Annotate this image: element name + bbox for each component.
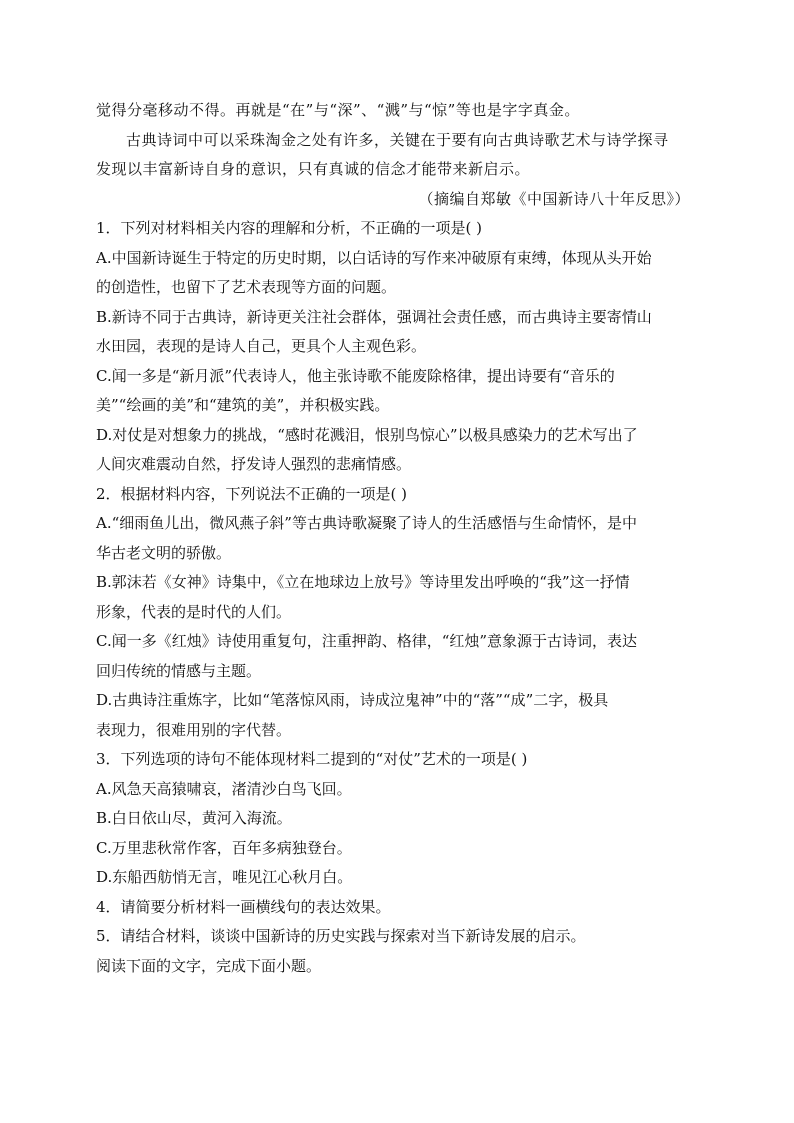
option-b: B.郭沫若《女神》诗集中，《立在地球边上放号》等诗里发出呼唤的“我”这一抒情: [96, 573, 630, 591]
question-stem: 3．下列选项的诗句不能体现材料二提到的“对仗”艺术的一项是( ): [96, 750, 528, 768]
option-a: A.风急天高猿啸哀，渚清沙白鸟飞回。: [96, 779, 352, 798]
option-c-cont: 美”“绘画的美”和“建筑的美”，并积极实践。: [96, 396, 390, 414]
question-4: [96, 893, 698, 923]
next-reading-instruction: 阅读下面的文字，完成下面小题。: [96, 956, 322, 975]
option-b: B.白日依山尽，黄河入海流。: [96, 809, 292, 827]
question-stem: 2．根据材料内容，下列说法不正确的一项是( ): [96, 484, 408, 503]
option-c-cont: 回归传统的情感与主题。: [96, 661, 262, 680]
option-b-cont: 水田园，表现的是诗人自己，更具个人主观色彩。: [96, 337, 427, 355]
option-d: D.东船西舫悄无言，唯见江心秋月白。: [96, 868, 353, 886]
question-stem: 1．下列对材料相关内容的理解和分析，不正确的一项是( ): [96, 219, 483, 237]
passage-tail: [96, 96, 698, 214]
passage-line: 古典诗词中可以采珠淘金之处有许多，关键在于要有向古典诗歌艺术与诗学探寻: [126, 130, 669, 149]
option-d: D.对仗是对想象力的挑战，“感时花溅泪，恨别鸟惊心”以极具感染力的艺术写出了: [96, 425, 638, 444]
question-stem: 5．请结合材料，谈谈中国新诗的历史实践与探索对当下新诗发展的启示。: [96, 927, 586, 945]
option-b: B.新诗不同于古典诗，新诗更关注社会群体，强调社会责任感，而古典诗主要寄情山: [96, 307, 652, 326]
option-a-cont: 华古老文明的骄傲。: [96, 543, 232, 562]
option-a-cont: 的创造性，也留下了艺术表现等方面的问题。: [96, 278, 397, 296]
question-5: [96, 922, 698, 952]
option-c: C.万里悲秋常作客，百年多病独登台。: [96, 838, 352, 857]
question-stem: 4．请简要分析材料一画横线句的表达效果。: [96, 897, 391, 916]
option-d-cont: 人间灾难震动自然，抒发诗人强烈的悲痛情感。: [96, 455, 412, 473]
option-d: D.古典诗注重炼字，比如“笔落惊风雨，诗成泣鬼神”中的“落”“成”二字，极具: [96, 691, 609, 709]
option-c: C.闻一多《红烛》诗使用重复句，注重押韵、格律，“红烛”意象源于古诗词，表达: [96, 632, 638, 650]
option-a: A.中国新诗诞生于特定的历史时期，以白话诗的写作来冲破原有束缚，体现从头开始: [96, 248, 652, 267]
option-c: C.闻一多是“新月派”代表诗人，他主张诗歌不能废除格律，提出诗要有“音乐的: [96, 366, 615, 385]
passage-line: 发现以丰富新诗自身的意识，只有真诚的信念才能带来新启示。: [96, 160, 531, 178]
question-2: [96, 480, 698, 746]
question-1: [96, 214, 698, 480]
question-3: [96, 745, 698, 893]
passage-source: （摘编自郑敏《中国新诗八十年反思》）: [418, 189, 690, 208]
option-b-cont: 形象，代表的是时代的人们。: [96, 602, 292, 621]
passage-line: 觉得分毫移动不得。再就是“在”与“深”、“溅”与“惊”等也是字字真金。: [96, 101, 580, 119]
option-d-cont: 表现力，很难用别的字代替。: [96, 720, 292, 739]
option-a: A.“细雨鱼儿出，微风燕子斜”等古典诗歌凝聚了诗人的生活感悟与生命情怀，是中: [96, 514, 637, 532]
